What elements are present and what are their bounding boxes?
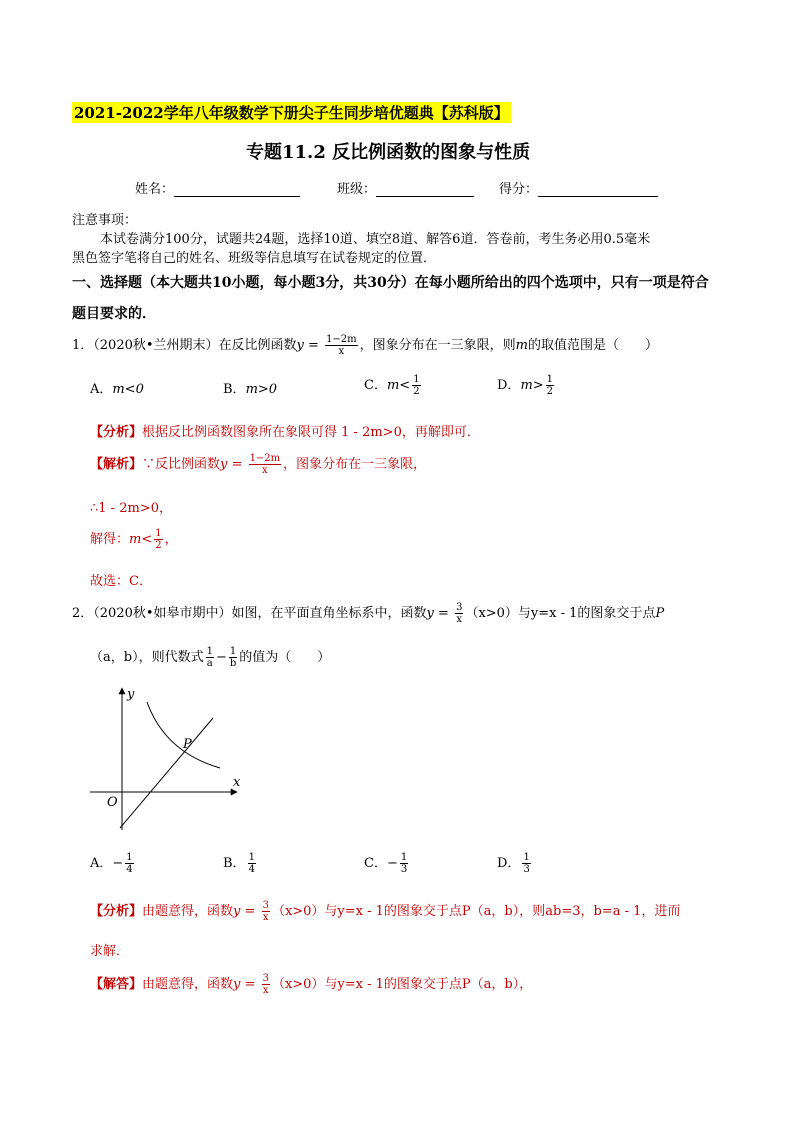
q2-line2a: （a，b），则代数式 xyxy=(90,650,204,665)
q2-solution-b: （x>0）与y=x - 1的图象交于点P（a，b）， xyxy=(271,977,533,992)
q2-option-c-label: C．− xyxy=(364,856,398,871)
section-heading-line-1: 一、选择题（本大题共10小题，每小题3分，共30分）在每小题所给出的四个选项中，只有一项是符合 xyxy=(72,275,709,291)
score-blank[interactable] xyxy=(538,182,658,197)
q1-option-c-den: 2 xyxy=(413,386,420,397)
q1-option-d-den: 2 xyxy=(546,386,554,397)
q2-analysis-line-2: 求解． xyxy=(90,944,130,959)
q1-solution-fraction xyxy=(249,453,282,476)
q2-analysis-fraction xyxy=(262,900,270,923)
q2-option-d-fraction xyxy=(522,852,530,875)
q2-option-c[interactable] xyxy=(364,852,410,875)
class-label: 班级： xyxy=(337,182,377,197)
q2-option-b-den: 4 xyxy=(248,864,255,875)
q1-prefix: 1．（2020秋•兰州期末）在反比例函数 xyxy=(72,338,297,353)
q2-option-b-num: 1 xyxy=(248,852,255,863)
q2-frac-1 xyxy=(206,646,214,669)
q1-solution-text2: ，图象分布在一三象限， xyxy=(283,457,427,472)
name-blank[interactable] xyxy=(174,182,300,197)
q1-fraction-num: 1−2m xyxy=(326,334,357,345)
page-title: 专题11.2 反比例函数的图象与性质 xyxy=(246,142,531,163)
q2-option-a[interactable] xyxy=(90,852,136,875)
q1-option-d-fraction xyxy=(546,374,554,397)
q1-step2-end: ， xyxy=(164,532,178,547)
q2-option-a-num: 1 xyxy=(126,852,133,863)
q1-step2 xyxy=(90,528,178,551)
q2-option-c-den: 3 xyxy=(400,864,408,875)
name-field-row xyxy=(135,178,300,197)
q2-fraction-den: x xyxy=(456,614,463,625)
q1-solution-y: y xyxy=(220,457,228,472)
q1-analysis-tag: 【分析】 xyxy=(90,425,143,440)
q1-eq: = xyxy=(303,338,324,353)
q1-step1: ∴1 - 2m>0， xyxy=(90,501,172,516)
q2-minus: − xyxy=(215,650,227,665)
q1-option-c-value: m< xyxy=(386,378,411,393)
score-label: 得分： xyxy=(499,182,539,197)
notes-line-2: 黑色签字笔将自己的姓名、班级等信息填写在试卷规定的位置． xyxy=(72,251,437,266)
q2-fraction xyxy=(455,602,463,625)
q1-option-c-label: C． xyxy=(364,378,387,393)
q2-option-d-den: 3 xyxy=(523,864,530,875)
x-axis-label: x xyxy=(233,775,241,790)
origin-label: O xyxy=(107,795,118,810)
q2-option-a-fraction xyxy=(125,852,133,875)
q1-fraction-den: x xyxy=(338,346,345,357)
q1-option-c-fraction xyxy=(412,374,420,397)
q1-option-b-value: m>0 xyxy=(245,382,278,397)
q2-solution-fraction xyxy=(262,973,270,996)
q1-option-a[interactable] xyxy=(90,378,144,397)
q1-choice-label: 故选： xyxy=(90,574,130,589)
q2-fraction-num: 3 xyxy=(456,602,463,613)
q2-frac-2-den: b xyxy=(229,658,237,669)
q2-analysis-den: x xyxy=(262,912,269,923)
q2-option-d-num: 1 xyxy=(523,852,530,863)
q1-choice-value: C． xyxy=(129,574,152,589)
q2-frac-1-den: a xyxy=(206,658,213,669)
q1-option-a-value: m<0 xyxy=(112,382,144,397)
q1-step2-fraction xyxy=(154,528,162,551)
q1-suffix2: 的取值范围是（ ） xyxy=(528,338,659,353)
q1-analysis-text: 根据反比例函数图象所在象限可得 1 - 2m>0，再解即可． xyxy=(142,425,480,440)
y-axis-label: y xyxy=(127,687,135,702)
q2-option-d[interactable] xyxy=(497,852,533,875)
q2-solution-den: x xyxy=(262,985,269,996)
q2-frac-2 xyxy=(229,646,237,669)
q1-option-d-value: m> xyxy=(520,378,544,393)
q1-step2-value: m< xyxy=(129,532,153,547)
q1-solution-tag: 【解析】 xyxy=(90,457,143,472)
q2-option-c-num: 1 xyxy=(400,852,408,863)
q1-step2-den: 2 xyxy=(155,540,162,551)
intersection-label: P xyxy=(183,737,192,752)
q2-analysis-num: 3 xyxy=(262,900,269,911)
q2-option-d-label: D． xyxy=(497,856,521,871)
q2-analysis-a: 由题意得，函数 xyxy=(142,904,234,919)
q1-step2-label: 解得： xyxy=(90,532,130,547)
q1-y: y xyxy=(296,338,304,353)
q2-stem-line-1: 2．（2020秋•如皋市期中）如图，在平面直角坐标系中，函数y = $\frac{3}{x}$ （x>0）与y=x - 1的图象交于点P xyxy=(72,602,665,625)
q1-choice xyxy=(90,570,152,589)
q1-option-a-label: A． xyxy=(90,382,113,397)
q1-solution-den: x xyxy=(262,465,268,476)
q2-option-c-fraction xyxy=(400,852,408,875)
class-blank[interactable] xyxy=(376,182,474,197)
q2-prefix: 2．（2020秋•如皋市期中）如图，在平面直角坐标系中，函数 xyxy=(72,606,427,621)
hyperbola-curve xyxy=(147,702,220,768)
q2-solution-tag: 【解答】 xyxy=(90,977,143,992)
q2-option-b-fraction xyxy=(248,852,256,875)
q2-solution-num: 3 xyxy=(262,973,269,984)
line-y-x-minus-1 xyxy=(120,718,213,828)
q2-stem-line-2 xyxy=(90,646,330,669)
q1-option-c-num: 1 xyxy=(413,374,420,385)
q2-mid: （x>0）与y=x - 1的图象交于点 xyxy=(465,606,656,621)
q2-analysis: 【分析】由题意得，函数y = $\frac{3}{x}$ （x>0）与y=x - 1的图象交于点P（a，b），则ab=3，b=a - 1，进而 xyxy=(90,900,681,923)
notes-heading: 注意事项： xyxy=(72,213,138,228)
q1-stem xyxy=(72,334,658,357)
q2-solution-a: 由题意得，函数 xyxy=(142,977,234,992)
q2-analysis-b: （x>0）与y=x - 1的图象交于点P（a，b），则ab=3，b=a - 1，进而 xyxy=(271,904,681,919)
series-banner: 2021-2022学年八年级数学下册尖子生同步培优题典【苏科版】 xyxy=(74,104,509,122)
q1-option-d[interactable] xyxy=(497,374,556,397)
q2-analysis-y: y xyxy=(233,904,241,919)
q1-solution-text1: ∵反比例函数 xyxy=(142,457,221,472)
score-field-row xyxy=(499,178,658,197)
q1-option-b-label: B． xyxy=(223,382,246,397)
q2-option-a-label: A．− xyxy=(90,856,124,871)
q2-option-a-den: 4 xyxy=(126,864,133,875)
q2-graph xyxy=(85,680,255,840)
q1-option-c[interactable] xyxy=(364,374,423,397)
q2-frac-2-num: 1 xyxy=(229,646,237,657)
notes-line-1: 本试卷满分100分，试题共24题，选择10道、填空8道、解答6道．答卷前，考生务必用0.5毫米 xyxy=(100,232,651,247)
q1-option-b[interactable] xyxy=(223,378,277,397)
q1-analysis xyxy=(90,421,480,440)
q2-option-b-label: B． xyxy=(223,856,246,871)
q1-solution: 【解析】∵反比例函数y = $\frac{1-2m}{x}$ ，图象分布在一三象限， xyxy=(90,453,427,476)
q1-option-d-label: D． xyxy=(497,378,521,393)
name-label: 姓名： xyxy=(135,182,175,197)
q2-option-b[interactable] xyxy=(223,852,258,875)
q2-analysis-tag: 【分析】 xyxy=(90,904,143,919)
q2-solution: 【解答】由题意得，函数y = $\frac{3}{x}$ （x>0）与y=x - 1的图象交于点P（a，b）， xyxy=(90,973,533,996)
q1-option-d-num: 1 xyxy=(546,374,554,385)
q1-m: m xyxy=(515,338,528,353)
q1-solution-num: 1−2m xyxy=(249,453,281,464)
q2-frac-1-num: 1 xyxy=(206,646,213,657)
q1-step2-num: 1 xyxy=(155,528,162,539)
q2-line2b: 的值为（ ） xyxy=(239,650,331,665)
q2-solution-y: y xyxy=(233,977,241,992)
section-heading-line-2: 题目要求的． xyxy=(72,306,156,322)
q2-y: y xyxy=(426,606,434,621)
class-field-row xyxy=(337,178,474,197)
q1-suffix: ，图象分布在一三象限，则 xyxy=(359,338,516,353)
q2-point-p: P xyxy=(655,606,665,621)
q1-fraction xyxy=(325,334,358,357)
